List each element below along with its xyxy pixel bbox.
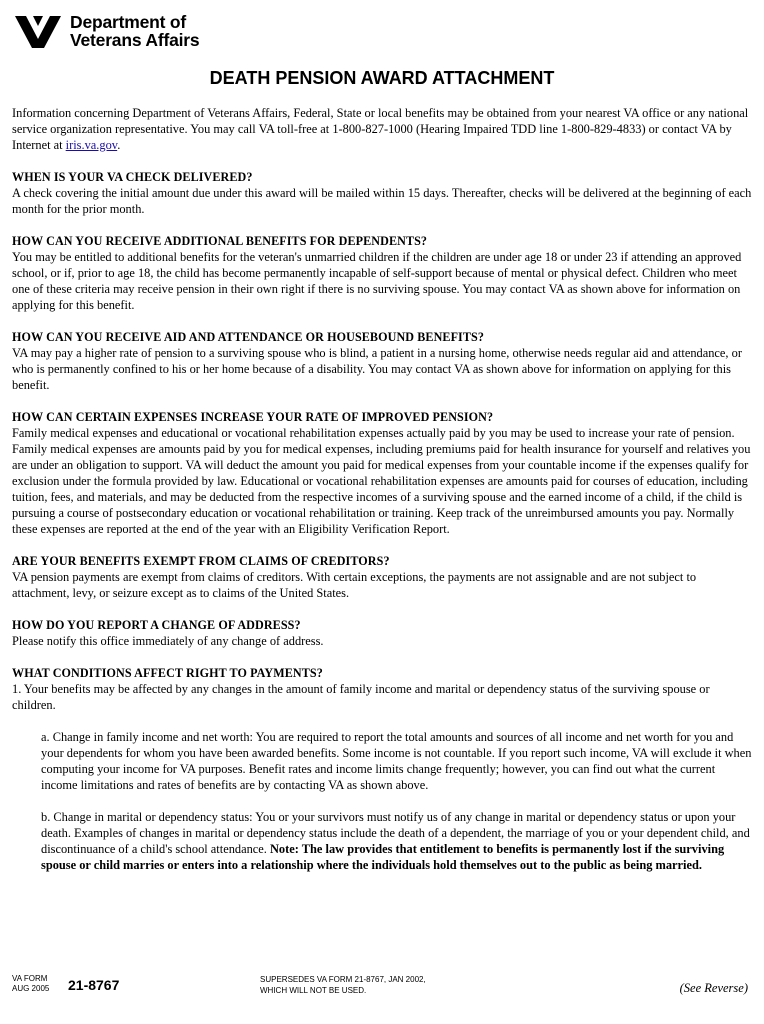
section-body: VA may pay a higher rate of pension to a surviving spouse who is blind, a patient in a nursing home, otherwise needs regular aid and attendance, or who is permanently confined to his or her home because of a disability. You may contact VA as shown above for information on applying for this benefit. — [12, 346, 742, 392]
form-label-line: VA FORM — [12, 974, 48, 983]
section-payment-conditions — [12, 665, 752, 873]
section-body: A check covering the initial amount due under this award will be mailed within 15 days. Thereafter, checks will be delivered at the beginning of each month for the prior month. — [12, 186, 752, 216]
see-reverse-note: (See Reverse) — [679, 981, 748, 995]
section-dependents — [12, 233, 752, 313]
section-aid-attendance — [12, 329, 752, 393]
intro-paragraph — [12, 105, 752, 153]
agency-name — [70, 13, 199, 49]
section-heading: HOW CAN YOU RECEIVE AID AND ATTENDANCE OR HOUSEBOUND BENEFITS? — [12, 330, 484, 344]
section-body: VA pension payments are exempt from claims of creditors. With certain exceptions, the payments are not assignable and are not subject to attachment, levy, or seizure except as to claims of the United States. — [12, 570, 697, 600]
section-body: 1. Your benefits may be affected by any changes in the amount of family income and marital or dependency status of the surviving spouse or children. — [12, 682, 710, 712]
page-title: DEATH PENSION AWARD ATTACHMENT — [209, 68, 555, 88]
iris-link[interactable]: iris.va.gov — [65, 138, 118, 152]
subitem-marital-status — [41, 809, 752, 873]
section-heading: WHAT CONDITIONS AFFECT RIGHT TO PAYMENTS? — [12, 666, 323, 680]
form-date: AUG 2005 — [12, 984, 50, 993]
section-heading: WHEN IS YOUR VA CHECK DELIVERED? — [12, 170, 253, 184]
subitem-income — [41, 729, 752, 793]
section-expenses — [12, 409, 752, 537]
section-body: Please notify this office immediately of any change of address. — [12, 634, 324, 648]
section-heading: ARE YOUR BENEFITS EXEMPT FROM CLAIMS OF CREDITORS? — [12, 554, 390, 568]
section-body: Family medical expenses and educational or vocational rehabilitation expenses actually paid by you may be used to increase your rate of pension. Family medical expenses are amounts paid by you for medical expenses, including premiums paid for health insurance for yourself and relatives you are under an obligation to support. VA will deduct the amount you paid for medical expenses from your countable income if the expenses qualify for exclusion under the formula provided by law. Educational or vocational rehabilitation expenses are amounts paid for courses of education, including tuition, fees, and materials, and may be deducted from the respective incomes of a surviving spouse and the earned income of a child, if the child is pursuing a course of postsecondary education or vocational rehabilitation or training. Keep track of the unreimbursed amounts you pay. Normally these expenses are reported at the end of the year with an Eligibility Verification Report. — [12, 426, 751, 536]
supersedes-note — [260, 974, 426, 996]
subitem-text: a. Change in family income and net worth: You are required to report the total amounts and sources of all income and net worth for you and your dependents for whom you have been awarded benefits. Some income is not countable. If you report such income, VA will exclude it when computing your income for VA purposes. Benefit rates and income limits change frequently; however, you can find out what the current income limitations and rates of benefits are by contacting VA as shown above. — [41, 730, 752, 792]
agency-name-line2: Veterans Affairs — [70, 30, 200, 50]
section-heading: HOW CAN CERTAIN EXPENSES INCREASE YOUR RATE OF IMPROVED PENSION? — [12, 410, 494, 424]
form-label — [12, 974, 49, 994]
section-heading: HOW CAN YOU RECEIVE ADDITIONAL BENEFITS FOR DEPENDENTS? — [12, 234, 428, 248]
intro-text: Information concerning Department of Veterans Affairs, Federal, State or local benefits may be obtained from your nearest VA office or any national service organization representative. You may call VA toll-free at 1-800-827-1000 (Hearing Impaired TDD line 1-800-829-4833) or contact VA by Internet at — [12, 106, 749, 152]
main-content — [12, 105, 752, 873]
supersedes-line: SUPERSEDES VA FORM 21-8767, JAN 2002, — [260, 975, 426, 984]
section-check-delivery — [12, 169, 752, 217]
section-body: You may be entitled to additional benefits for the veteran's unmarried children if the children are under age 18 or under 23 if attending an approved school, or if, prior to age 18, the child has become permanently incapable of self-support because of mental or physical defect. Children who meet one of these criteria may receive pension in their own right if there is no surviving spouse. You may contact VA as shown above for information on applying for this benefit. — [12, 250, 742, 312]
agency-name-line1: Department of — [70, 12, 187, 32]
va-logo-icon — [14, 15, 62, 49]
section-address-change — [12, 617, 752, 649]
section-creditors — [12, 553, 752, 601]
section-heading: HOW DO YOU REPORT A CHANGE OF ADDRESS? — [12, 618, 301, 632]
form-number: 21-8767 — [68, 977, 120, 993]
supersedes-line: WHICH WILL NOT BE USED. — [260, 986, 367, 995]
subitem-note: Note: The law provides that entitlement to benefits is permanently lost if the surviving spouse or child marries or enters into a relationship where the individuals hold themselves out to the public as being married. — [41, 842, 725, 872]
subitem-text: b. Change in marital or dependency status: You or your survivors must notify us of any change in marital or dependency status or upon your death. Examples of changes in marital or dependency status include the death of a dependent, the marriage of you or your dependent child, and discontinuance of a child's school attendance. — [41, 810, 750, 856]
intro-text-end: . — [117, 138, 121, 152]
